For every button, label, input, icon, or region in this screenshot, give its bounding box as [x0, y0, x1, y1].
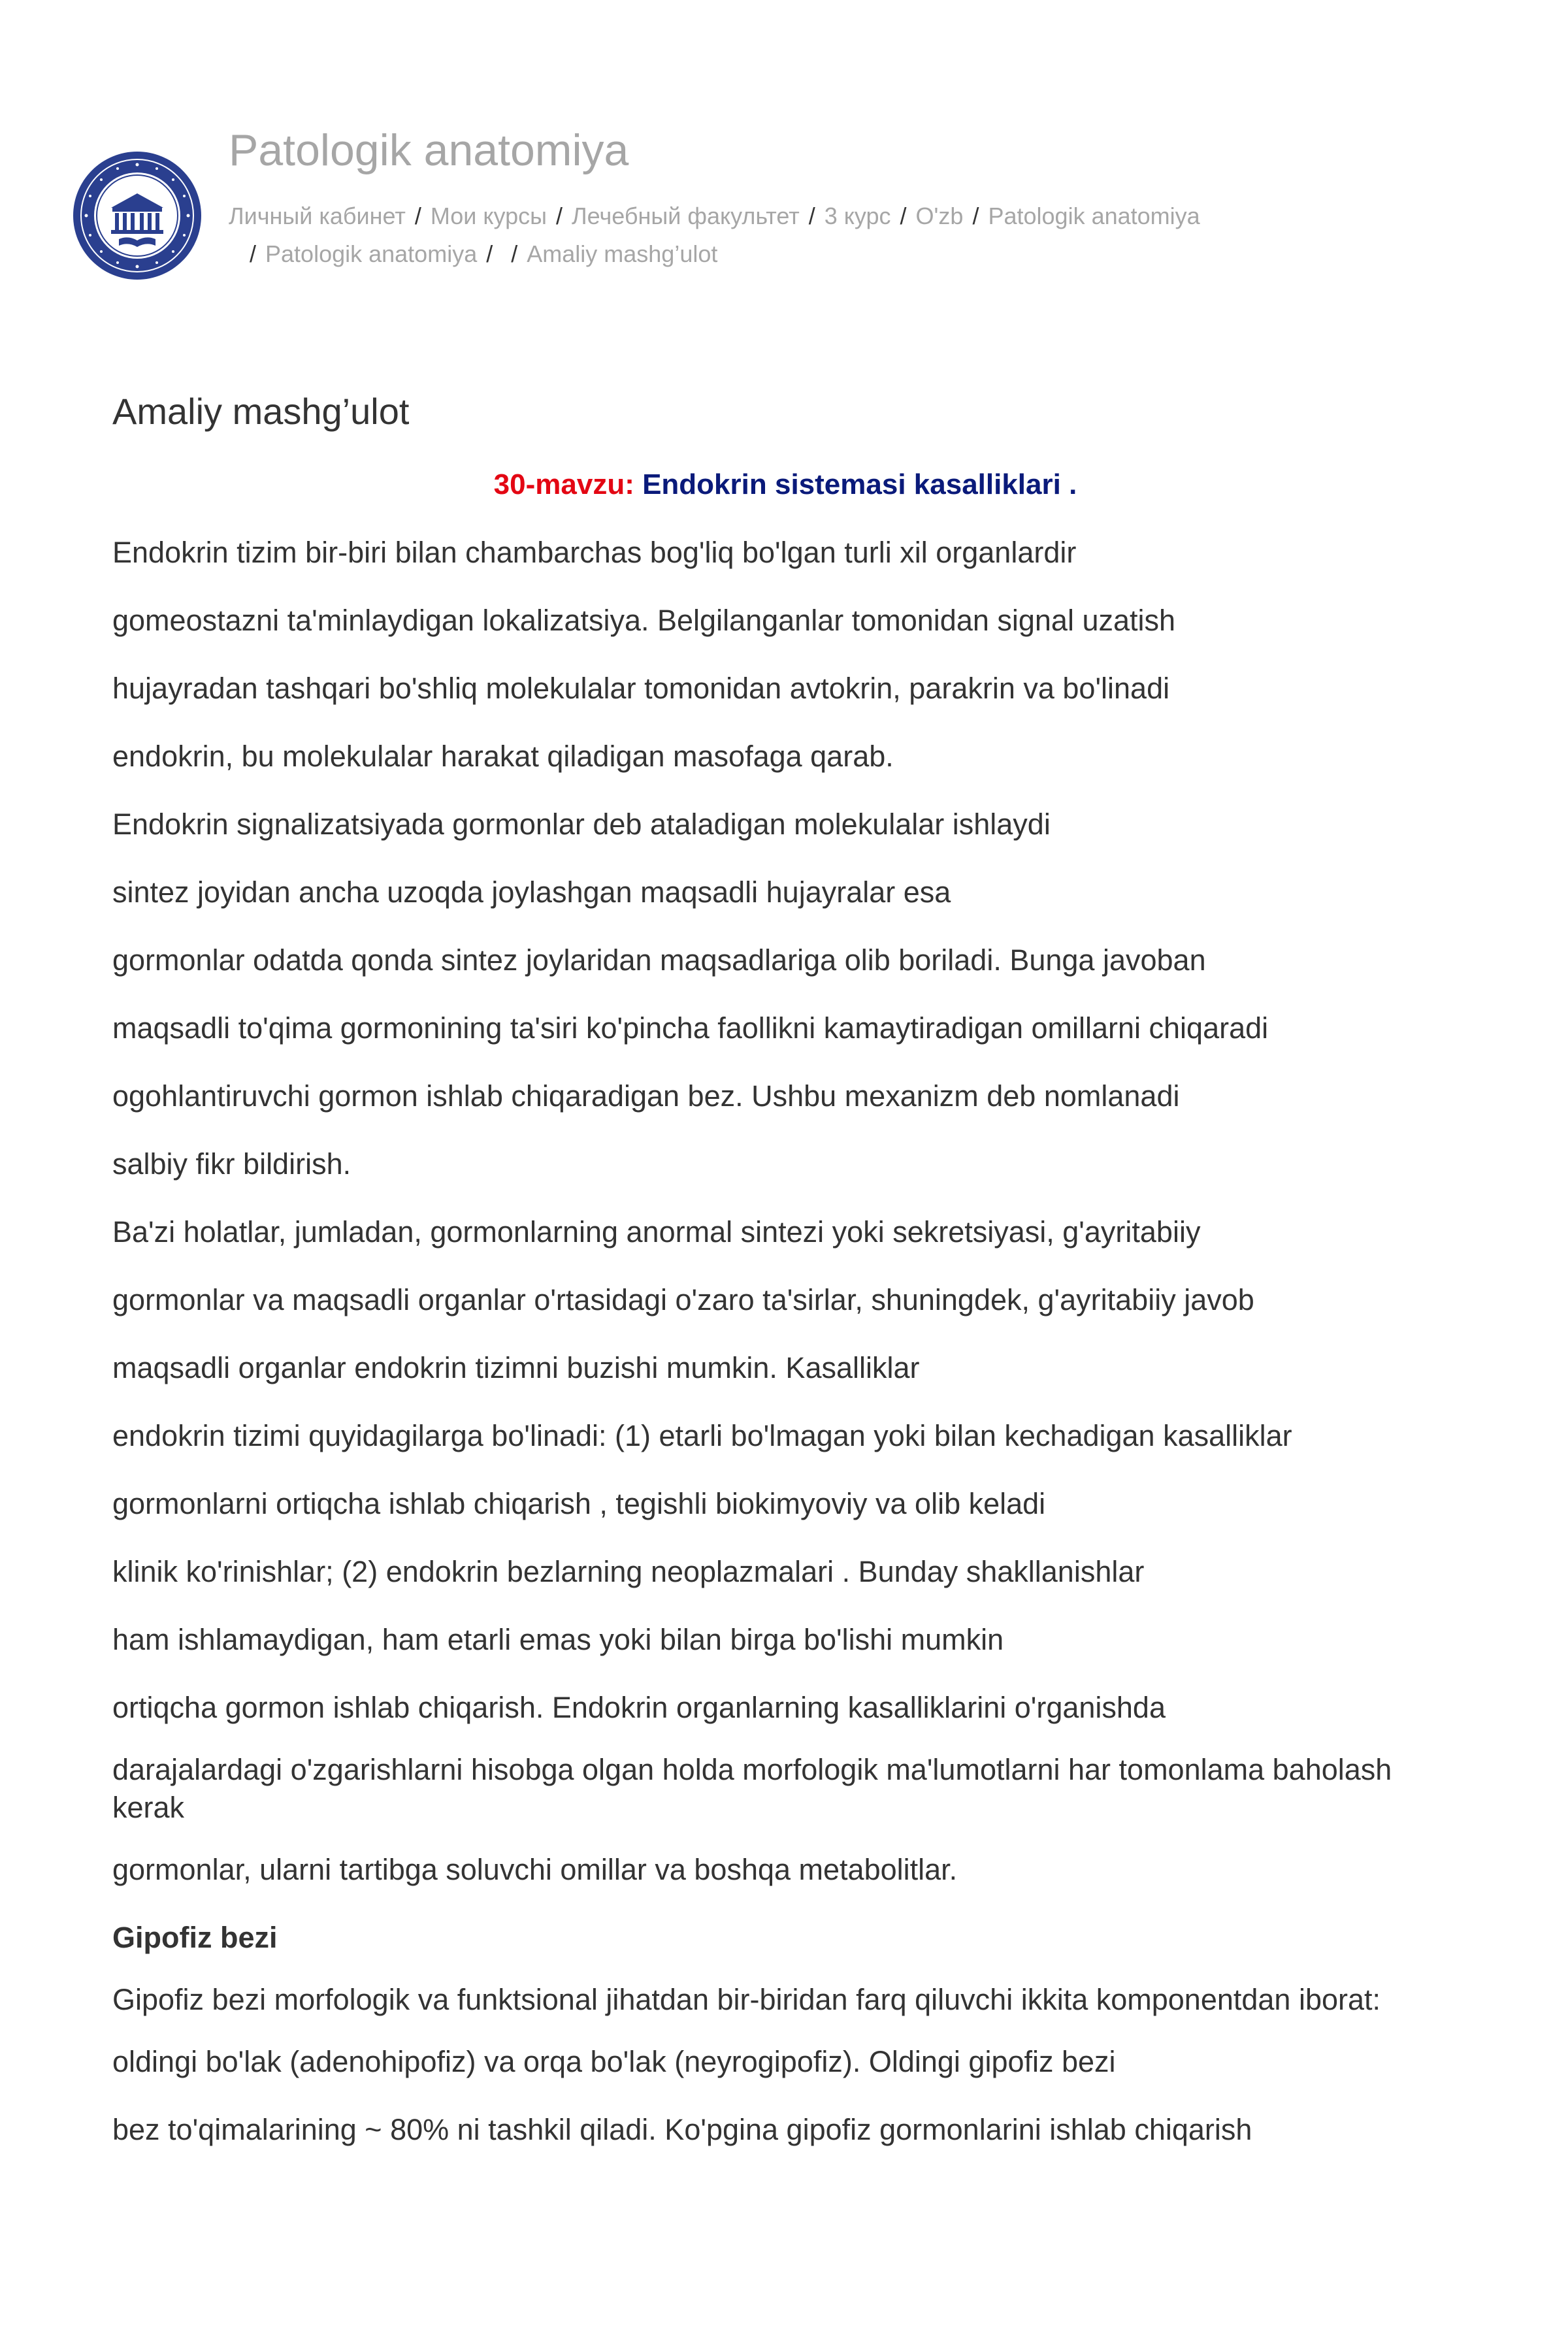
body-line: darajalardagi o'zgarishlarni hisobga olgan holda morfologik ma'lumotlarni har tomonlama baholash kerak — [112, 1753, 1392, 1825]
body-line: gormonlarni ortiqcha ishlab chiqarish , tegishli biokimyoviy va olib keladi — [112, 1487, 1046, 1521]
body-line: maqsadli to'qima gormonining ta'siri ko'pincha faollikni kamaytiradigan omillarni chiqaradi — [112, 1011, 1269, 1045]
topic-trailing: . — [1069, 468, 1077, 501]
body-line: endokrin, bu molekulalar harakat qiladigan masofaga qarab. — [112, 740, 894, 774]
body-line: Ba'zi holatlar, jumladan, gormonlarning anormal sintezi yoki sekretsiyasi, g'ayritabiiy — [112, 1215, 1201, 1249]
section-line: oldingi bo'lak (adenohipofiz) va orqa bo'lak (neyrogipofiz). Oldingi gipofiz bezi — [112, 2045, 1116, 2079]
breadcrumb-item-my-courses[interactable]: Мои курсы — [430, 202, 547, 229]
page-header — [72, 124, 1509, 307]
body-line: hujayradan tashqari bo'shliq molekulalar tomonidan avtokrin, parakrin va bo'linadi — [112, 672, 1170, 706]
body-line: gomeostazni ta'minlaydigan lokalizatsiya. Belgilanganlar tomonidan signal uzatish — [112, 604, 1176, 638]
university-seal-icon — [72, 150, 203, 281]
body-line: klinik ko'rinishlar; (2) endokrin bezlarning neoplazmalari . Bunday shakllanishlar — [112, 1555, 1145, 1589]
breadcrumb-separator: / — [486, 240, 493, 267]
section-line: bez to'qimalarining ~ 80% ni tashkil qiladi. Ko'pgina gipofiz gormonlarini ishlab chiqarish — [112, 2113, 1252, 2147]
body-line: Endokrin tizim bir-biri bilan chambarchas bog'liq bo'lgan turli xil organlardir — [112, 536, 1077, 570]
breadcrumb-line-2 — [229, 235, 1431, 273]
topic-title: Endokrin sistemasi kasalliklari — [642, 468, 1061, 501]
breadcrumb-separator: / — [972, 202, 979, 229]
body-line: Endokrin signalizatsiyada gormonlar deb ataladigan molekulalar ishlaydi — [112, 808, 1051, 841]
body-line: gormonlar odatda qonda sintez joylaridan maqsadlariga olib boriladi. Bunga javoban — [112, 943, 1206, 977]
breadcrumb-separator: / — [414, 202, 421, 229]
section-body — [112, 1981, 1458, 2155]
body-line: salbiy fikr bildirish. — [112, 1147, 351, 1181]
breadcrumb-separator: / — [250, 240, 257, 267]
body-line: ham ishlamaydigan, ham etarli emas yoki bilan birga bo'lishi mumkin — [112, 1623, 1004, 1657]
main-content — [112, 389, 1458, 2173]
body-line: endokrin tizimi quyidagilarga bo'linadi: (1) etarli bo'lmagan yoki bilan kechadigan kasalliklar — [112, 1419, 1292, 1453]
breadcrumb-item-current[interactable]: Amaliy mashg’ulot — [527, 240, 718, 267]
breadcrumb-item-personal-cabinet[interactable]: Личный кабинет — [229, 202, 406, 229]
body-line: ortiqcha gormon ishlab chiqarish. Endokrin organlarning kasalliklarini o'rganishda — [112, 1691, 1166, 1725]
topic-title-line — [112, 466, 1458, 503]
body-line: maqsadli organlar endokrin tizimni buzishi mumkin. Kasalliklar — [112, 1351, 920, 1385]
university-logo[interactable] — [72, 150, 203, 281]
body-line: sintez joyidan ancha uzoqda joylashgan maqsadli hujayralar esa — [112, 875, 951, 909]
breadcrumb-item-language[interactable]: O'zb — [915, 202, 964, 229]
breadcrumb-line-1 — [229, 197, 1431, 235]
page-heading: Amaliy mashg’ulot — [112, 391, 410, 432]
breadcrumb-separator: / — [556, 202, 563, 229]
breadcrumb-item-faculty[interactable]: Лечебный факультет — [572, 202, 800, 229]
breadcrumb-separator: / — [511, 240, 518, 267]
breadcrumb-item-course[interactable]: Patologik anatomiya — [988, 202, 1200, 229]
breadcrumb-separator: / — [900, 202, 907, 229]
section-heading: Gipofiz bezi — [112, 1921, 278, 1955]
breadcrumb-separator: / — [808, 202, 815, 229]
body-line: gormonlar va maqsadli organlar o'rtasidagi o'zaro ta'sirlar, shuningdek, g'ayritabiiy javob — [112, 1283, 1254, 1317]
body-line: ogohlantiruvchi gormon ishlab chiqaradigan bez. Ushbu mexanizm deb nomlanadi — [112, 1079, 1180, 1113]
breadcrumb — [229, 197, 1431, 273]
topic-number: 30-mavzu: — [493, 468, 634, 501]
header-text — [229, 124, 1470, 273]
body-text — [112, 528, 1458, 1895]
section-line: Gipofiz bezi morfologik va funktsional jihatdan bir-biridan farq qiluvchi ikkita komponentdan iborat: — [112, 1983, 1381, 2017]
breadcrumb-item-section[interactable]: Patologik anatomiya — [265, 240, 478, 267]
body-line: gormonlar, ularni tartibga soluvchi omillar va boshqa metabolitlar. — [112, 1853, 958, 1887]
breadcrumb-item-year[interactable]: 3 курс — [824, 202, 891, 229]
site-title[interactable]: Patologik anatomiya — [229, 125, 629, 175]
